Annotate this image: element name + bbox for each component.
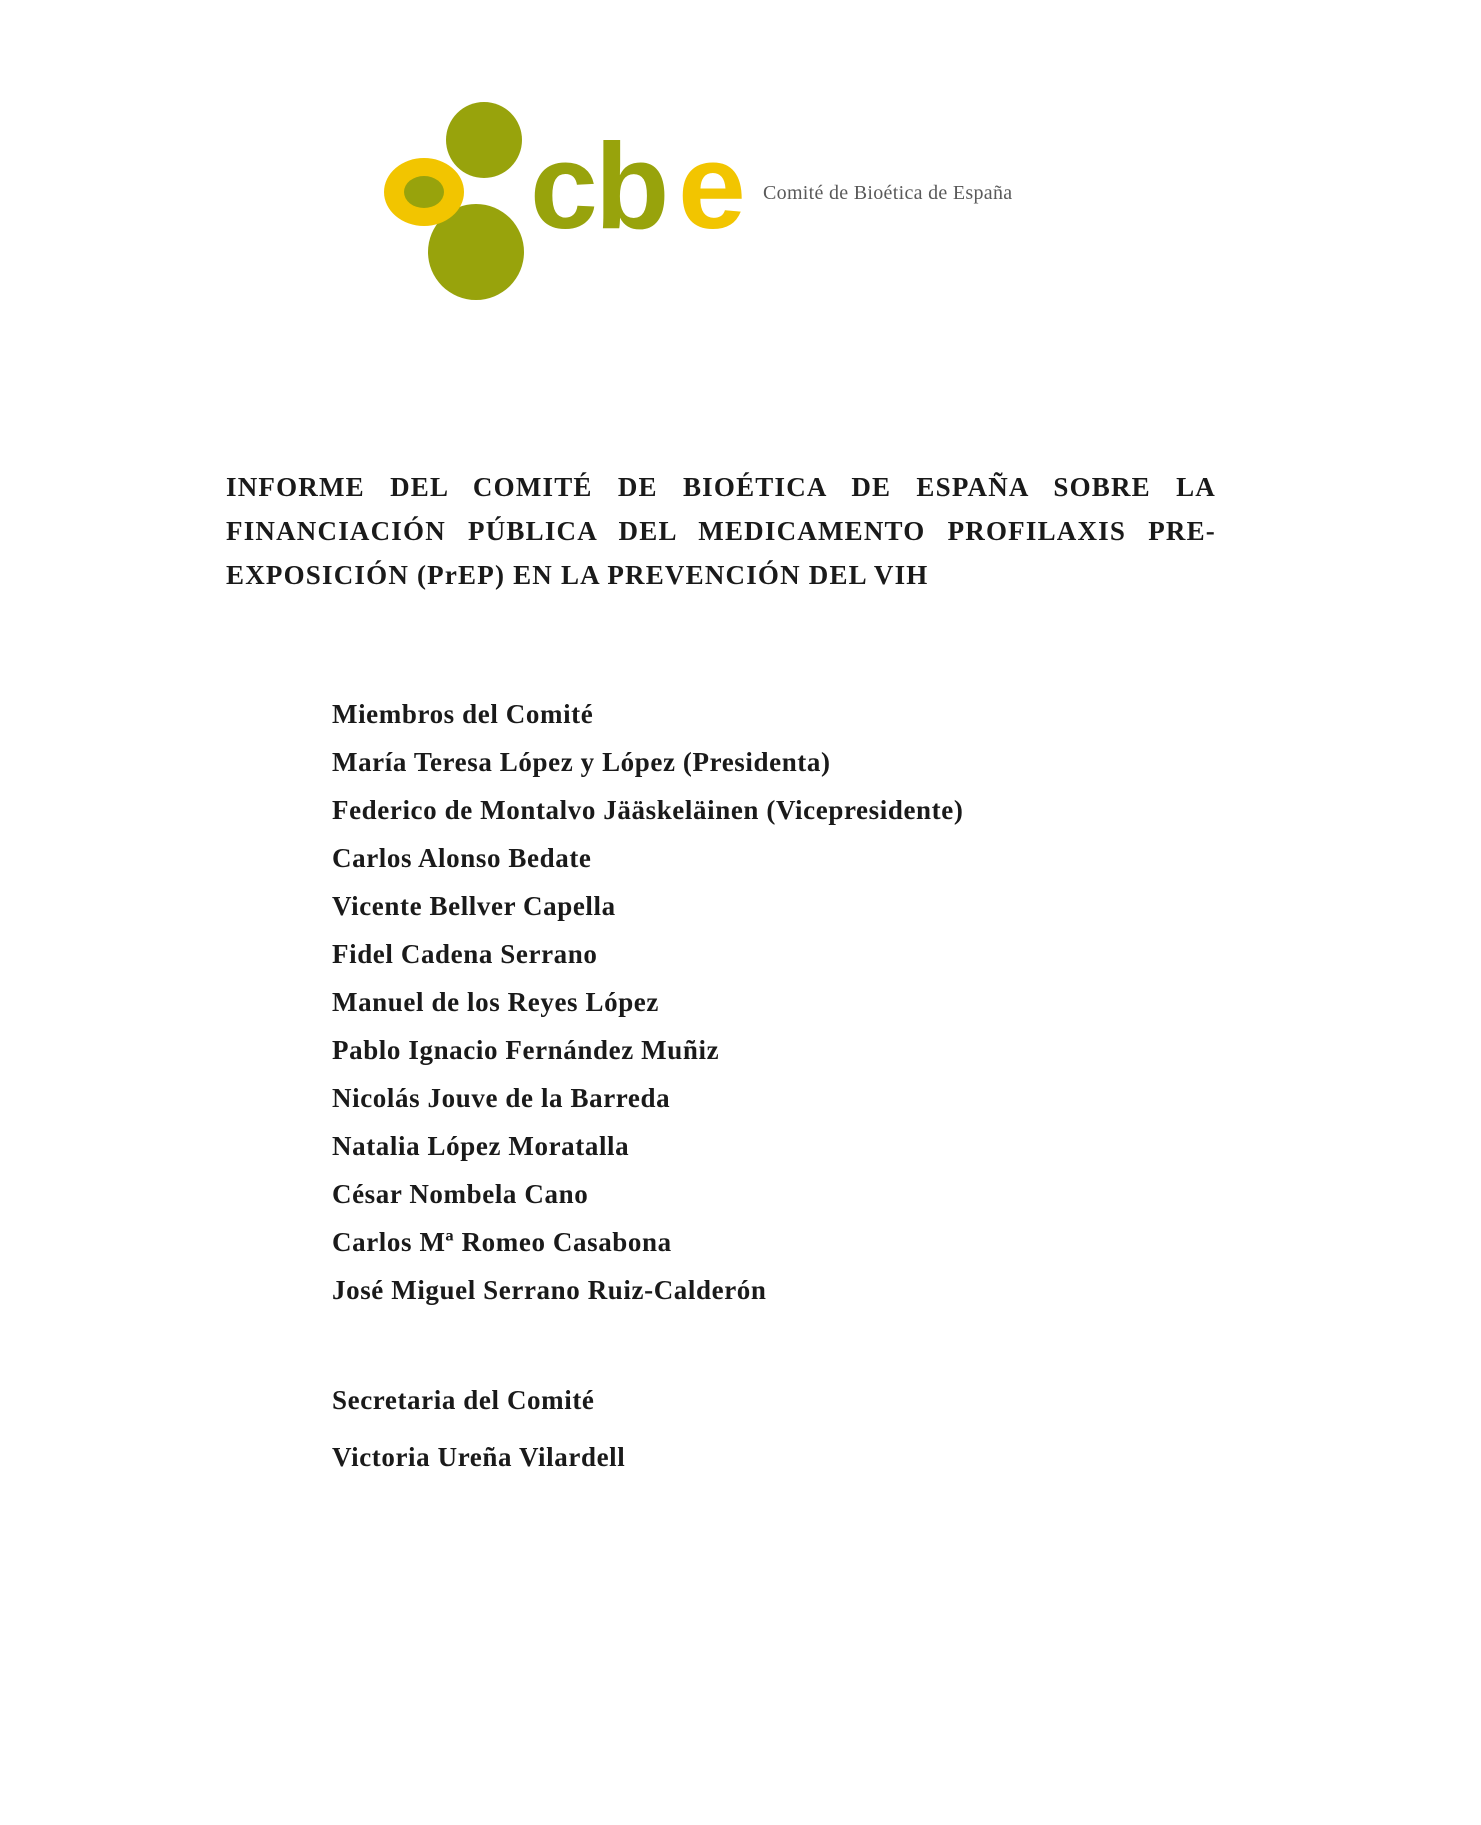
member-name: Carlos Mª Romeo Casabona	[332, 1227, 672, 1257]
logo-subtitle: Comité de Bioética de España	[763, 182, 1013, 204]
secretary-heading: Secretaria del Comité	[332, 1385, 595, 1415]
secretary-section	[332, 1376, 1232, 1481]
logo-circle-top	[446, 102, 522, 178]
logo-wordmark-cb: cb	[530, 118, 667, 254]
member-name: Federico de Montalvo Jääskeläinen (Vicepresidente)	[332, 795, 964, 825]
member-name: Manuel de los Reyes López	[332, 987, 659, 1017]
member-name: Fidel Cadena Serrano	[332, 939, 598, 969]
report-title	[226, 465, 1216, 597]
members-heading: Miembros del Comité	[332, 699, 594, 729]
report-title-line-2: FINANCIACIÓN PÚBLICA DEL MEDICAMENTO PROFILAXIS PRE-	[226, 516, 1216, 546]
secretary-name: Victoria Ureña Vilardell	[332, 1442, 626, 1472]
member-name: Pablo Ignacio Fernández Muñiz	[332, 1035, 720, 1065]
member-list	[332, 738, 1232, 1314]
cbe-logo	[380, 100, 1060, 300]
member-name: José Miguel Serrano Ruiz-Calderón	[332, 1275, 767, 1305]
member-name: Vicente Bellver Capella	[332, 891, 616, 921]
report-title-line-3: EXPOSICIÓN (PrEP) EN LA PREVENCIÓN DEL VIH	[226, 560, 929, 590]
logo-circle-inner	[404, 176, 444, 208]
member-name: María Teresa López y López (Presidenta)	[332, 747, 831, 777]
members-section	[332, 690, 1232, 1314]
member-name: Nicolás Jouve de la Barreda	[332, 1083, 671, 1113]
member-name: Natalia López Moratalla	[332, 1131, 630, 1161]
member-name: César Nombela Cano	[332, 1179, 589, 1209]
report-title-line-1: INFORME DEL COMITÉ DE BIOÉTICA DE ESPAÑA SOBRE LA	[226, 472, 1216, 502]
logo-wordmark-e: e	[678, 118, 746, 254]
member-name: Carlos Alonso Bedate	[332, 843, 592, 873]
